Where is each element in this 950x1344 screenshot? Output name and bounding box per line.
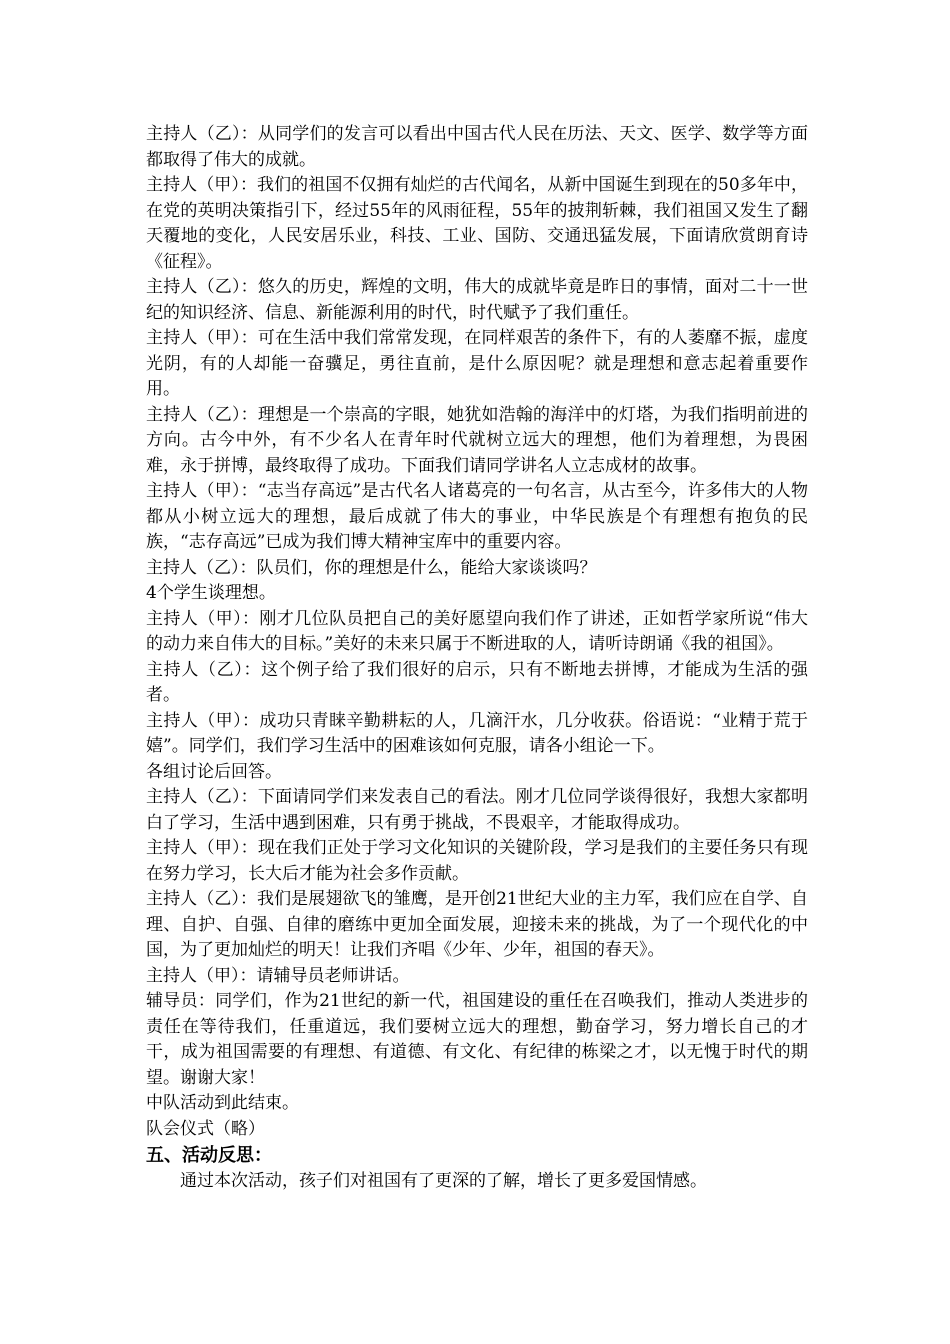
paragraph-10: 主持人（乙）：这个例子给了我们很好的启示，只有不断地去拼博，才能成为生活的强者。	[146, 659, 808, 705]
paragraph-17: 辅导员：同学们，作为21世纪的新一代，祖国建设的重任在召唤我们，推动人类进步的责任在等待我们，任重道远，我们要树立远大的理想，勤奋学习，努力增长自己的才干，成为祖国需要的有理想、有道德、有文化、有纪律的栋梁之才，以无愧于时代的期望。谢谢大家！	[146, 991, 808, 1088]
reflection-paragraph: 通过本次活动，孩子们对祖国有了更深的了解，增长了更多爱国情感。	[180, 1171, 707, 1191]
paragraph-1: 主持人（乙）：从同学们的发言可以看出中国古代人民在历法、天文、医学、数学等方面都取得了伟大的成就。	[146, 124, 808, 170]
paragraph-15: 主持人（乙）：我们是展翅欲飞的雏鹰，是开创21世纪大业的主力军，我们应在自学、自理、自护、自强、自律的磨练中更加全面发展，迎接未来的挑战，为了一个现代化的中国，为了更加灿烂的明天！让我们齐唱《少年、少年，祖国的春天》。	[146, 889, 808, 960]
paragraph-8: 4个学生谈理想。	[146, 583, 276, 603]
section-heading: 五、活动反思：	[146, 1145, 272, 1166]
paragraph-4: 主持人（甲）：可在生活中我们常常发现，在同样艰苦的条件下，有的人萎靡不振，虚度光阴，有的人却能一奋骥足，勇往直前，是什么原因呢？就是理想和意志起着重要作用。	[146, 328, 808, 399]
paragraph-19: 队会仪式（略）	[146, 1118, 265, 1139]
paragraph-18: 中队活动到此结束。	[146, 1093, 299, 1113]
paragraph-2: 主持人（甲）：我们的祖国不仅拥有灿烂的古代闻名，从新中国诞生到现在的50多年中，在党的英明决策指引下，经过55年的风雨征程，55年的披荆斩棘，我们祖国又发生了翻天覆地的变化，人民安居乐业，科技、工业、国防、交通迅猛发展，下面请欣赏朗育诗《征程》。	[146, 175, 808, 272]
paragraph-13: 主持人（乙）：下面请同学们来发表自己的看法。刚才几位同学谈得很好，我想大家都明白了学习，生活中遇到困难，只有勇于挑战，不畏艰辛，才能取得成功。	[146, 787, 808, 833]
paragraph-3: 主持人（乙）：悠久的历史，辉煌的文明，伟大的成就毕竟是昨日的事情，面对二十一世纪的知识经济、信息、新能源利用的时代，时代赋予了我们重任。	[146, 277, 808, 323]
paragraph-5: 主持人（乙）：理想是一个崇高的字眼，她犹如浩翰的海洋中的灯塔，为我们指明前进的方向。古今中外，有不少名人在青年时代就树立远大的理想，他们为着理想，为畏困难，永于拼博，最终取得了成功。下面我们请同学讲名人立志成材的故事。	[146, 404, 808, 476]
document-body	[146, 122, 808, 1195]
paragraph-9: 主持人（甲）：刚才几位队员把自己的美好愿望向我们作了讲述，正如哲学家所说“伟大的动力来自伟大的目标。”美好的未来只属于不断进取的人，请听诗朗诵《我的祖国》。	[146, 608, 808, 654]
paragraph-6: 主持人（甲）：“志当存高远”是古代名人诸葛亮的一句名言，从古至今，许多伟大的人物都从小树立远大的理想，最后成就了伟大的事业，中华民族是个有理想有抱负的民族，“志存高远”已成为我们博大精神宝库中的重要内容。	[146, 481, 808, 552]
paragraph-12: 各组讨论后回答。	[146, 761, 282, 782]
paragraph-11: 主持人（甲）：成功只青睐辛勤耕耘的人，几滴汗水，几分收获。俗语说：“业精于荒于嬉”。同学们，我们学习生活中的困难该如何克服，请各小组论一下。	[146, 710, 808, 756]
paragraph-14: 主持人（甲）：现在我们正处于学习文化知识的关键阶段，学习是我们的主要任务只有现在努力学习，长大后才能为社会多作贡献。	[146, 838, 808, 884]
paragraph-16: 主持人（甲）：请辅导员老师讲话。	[146, 965, 410, 986]
paragraph-7: 主持人（乙）：队员们，你的理想是什么，能给大家谈谈吗？	[146, 557, 597, 578]
